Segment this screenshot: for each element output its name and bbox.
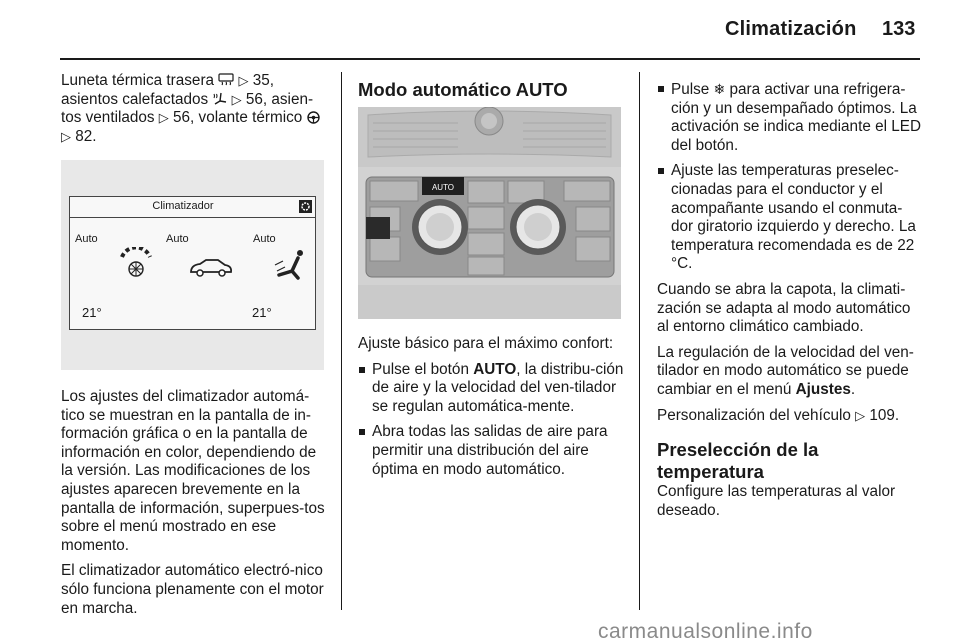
cross-reference-paragraph: Luneta térmica trasera ▷ 35, asientos calefactados ▷ 56, asien- tos ventilados ▷ 56, volante térmico ▷ 82. — [61, 72, 326, 146]
fan-speed-icon — [118, 247, 154, 279]
heated-steering-wheel-icon — [307, 111, 320, 124]
list-item: Abra todas las salidas de aire para permitir una distribución del aire óptima en modo automático. — [358, 423, 624, 479]
ref-arrow-icon: ▷ — [238, 73, 249, 88]
paragraph-engine-note: El climatizador automático electró-nico sólo funciona plenamente con el motor en marcha. — [61, 562, 324, 617]
section-heading-auto: Modo automático AUTO — [358, 79, 568, 100]
column-divider-2 — [639, 72, 640, 610]
snowflake-icon: ❄ — [713, 81, 726, 97]
climate-display-screen — [69, 196, 316, 330]
column-2-lower — [358, 335, 624, 486]
auto-label-fan: Auto — [75, 233, 98, 245]
climate-control-panel-photo — [358, 107, 621, 319]
paragraph-convertible-top: Cuando se abra la capota, la climati-zación se adapta al modo automático al entorno climático cambiado. — [657, 280, 911, 336]
column-2 — [358, 79, 624, 107]
paragraph-fan-speed: La regulación de la velocidad del ven-tilador en modo automático se puede cambiar en el menú Ajustes. — [657, 343, 914, 398]
section-heading-preselection: Preselección de la temperatura — [657, 439, 819, 483]
settings-icon — [299, 200, 312, 213]
paragraph-preselection: Configure las temperaturas al valor deseado. — [657, 483, 896, 519]
paragraph-basic-setting: Ajuste básico para el máximo confort: — [358, 335, 614, 352]
rear-window-heater-icon — [218, 73, 234, 86]
seat-airflow-icon — [273, 247, 307, 281]
ref-arrow-icon: ▷ — [158, 110, 169, 126]
page-title: Climatización — [725, 18, 857, 40]
ref-arrow-icon: ▷ — [61, 128, 71, 144]
header-rule — [60, 58, 920, 60]
ref-arrow-icon: ▷ — [231, 91, 242, 107]
climate-display-illustration — [61, 160, 324, 370]
watermark: carmanualsonline.info — [598, 620, 813, 643]
heated-seat-icon — [212, 92, 227, 106]
column-1 — [61, 72, 326, 153]
auto-label-distribution: Auto — [166, 233, 189, 245]
auto-label-seat: Auto — [253, 233, 276, 245]
car-distribution-icon — [188, 257, 234, 279]
page-number: 133 — [882, 18, 916, 40]
list-item: Pulse el botón AUTO, la distribu-ción de aire y la velocidad del ven-tilador se regulan automática-mente. — [358, 361, 624, 417]
temperature-right: 21° — [252, 305, 272, 320]
ref-arrow-icon: ▷ — [855, 407, 866, 423]
temperature-left: 21° — [82, 305, 102, 320]
auto-button: AUTO — [431, 183, 455, 192]
column-divider-1 — [341, 72, 342, 610]
list-item: Pulse ❄ para activar una refrigera-ción y un desempañado óptimos. La activación se indica mediante el LED del botón. — [657, 80, 923, 155]
column-3 — [657, 80, 923, 527]
paragraph-display-info: Los ajustes del climatizador automá-tico se muestran en la pantalla de in-formación gráfica o en la pantalla de información en color, dependiendo de la versión. Las modificaciones de los ajustes aparecen brevemente en la pantalla de información, superpues-tos sobre el menú mostrado en ese momento. — [61, 388, 325, 554]
column-1-lower — [61, 388, 326, 625]
list-item: Ajuste las temperaturas preselec-cionadas para el conductor y el acompañante usando el conmuta-dor giratorio izquierdo y derecho. La temperatura recomendada es de 22 °C. — [657, 162, 923, 274]
screen-title: Climatizador — [152, 200, 214, 212]
paragraph-personalization: Personalización del vehículo ▷ 109. — [657, 406, 900, 424]
